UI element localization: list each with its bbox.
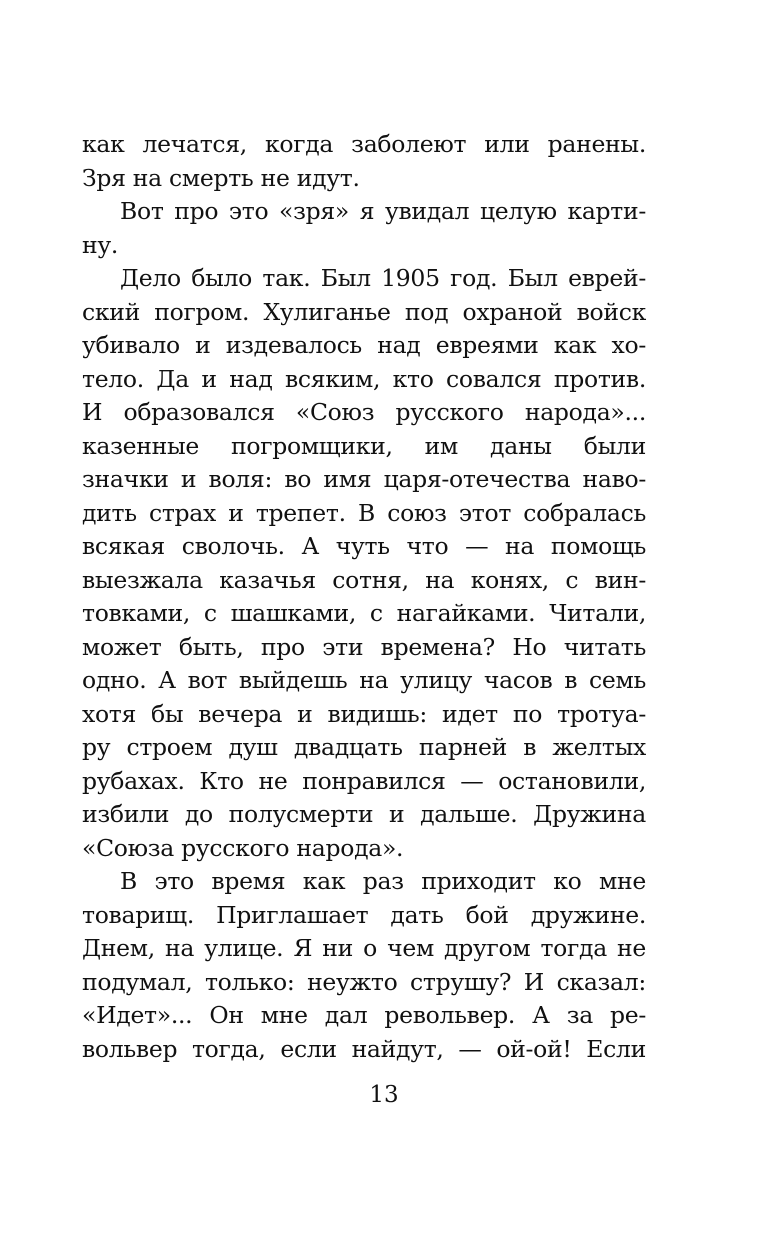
text-line: всякая сволочь. А чуть что — на помощь — [82, 532, 646, 560]
text-line: значки и воля: во имя царя-отечества наво- — [82, 465, 646, 493]
text-line: ну. — [82, 230, 119, 259]
text-line: ский погром. Хулиганье под охраной войск — [82, 297, 646, 326]
text-line: В это время как раз приходит ко мне — [120, 867, 646, 895]
text-line: товками, с шашками, с нагайками. Читали, — [82, 599, 646, 627]
text-line: казенные погромщики, им даны были — [82, 431, 646, 460]
text-line: избили до полусмерти и дальше. Дружина — [82, 800, 646, 828]
text-line: дить страх и трепет. В союз этот собралась — [82, 498, 646, 527]
text-line: Зря на смерть не идут. — [82, 163, 360, 192]
text-line: вольвер тогда, если найдут, — ой-ой! Если — [82, 1034, 646, 1063]
text-line: выезжала казачья сотня, на конях, с вин- — [82, 565, 646, 594]
text-line: тело. Да и над всяким, кто совался против. — [82, 364, 646, 393]
text-line: «Союза русского народа». — [82, 833, 404, 862]
text-line: может быть, про эти времена? Но читать — [82, 632, 646, 661]
page-number: 13 — [369, 1082, 399, 1108]
text-line: подумал, только: неужто струшу? И сказал: — [82, 967, 646, 996]
text-line: Днем, на улице. Я ни о чем другом тогда не — [82, 934, 646, 962]
text-line: Вот про это «зря» я увидал целую карти- — [120, 197, 646, 225]
text-line: «Идет»... Он мне дал револьвер. А за ре- — [82, 1001, 646, 1029]
text-line: убивало и издевалось над евреями как хо- — [82, 331, 646, 359]
text-line: И образовался «Союз русского народа»... — [82, 398, 646, 426]
text-line: Дело было так. Был 1905 год. Был еврей- — [120, 264, 646, 292]
text-line: товарищ. Приглашает дать бой дружине. — [82, 900, 646, 929]
body-text — [82, 128, 646, 1066]
text-line: как лечатся, когда заболеют или ранены. — [82, 130, 646, 158]
text-line: рубахах. Кто не понравился — остановили, — [82, 766, 646, 795]
text-line: ру строем душ двадцать парней в желтых — [82, 733, 646, 761]
text-line: одно. А вот выйдешь на улицу часов в семь — [82, 666, 646, 694]
text-line: хотя бы вечера и видишь: идет по тротуа- — [82, 699, 646, 728]
